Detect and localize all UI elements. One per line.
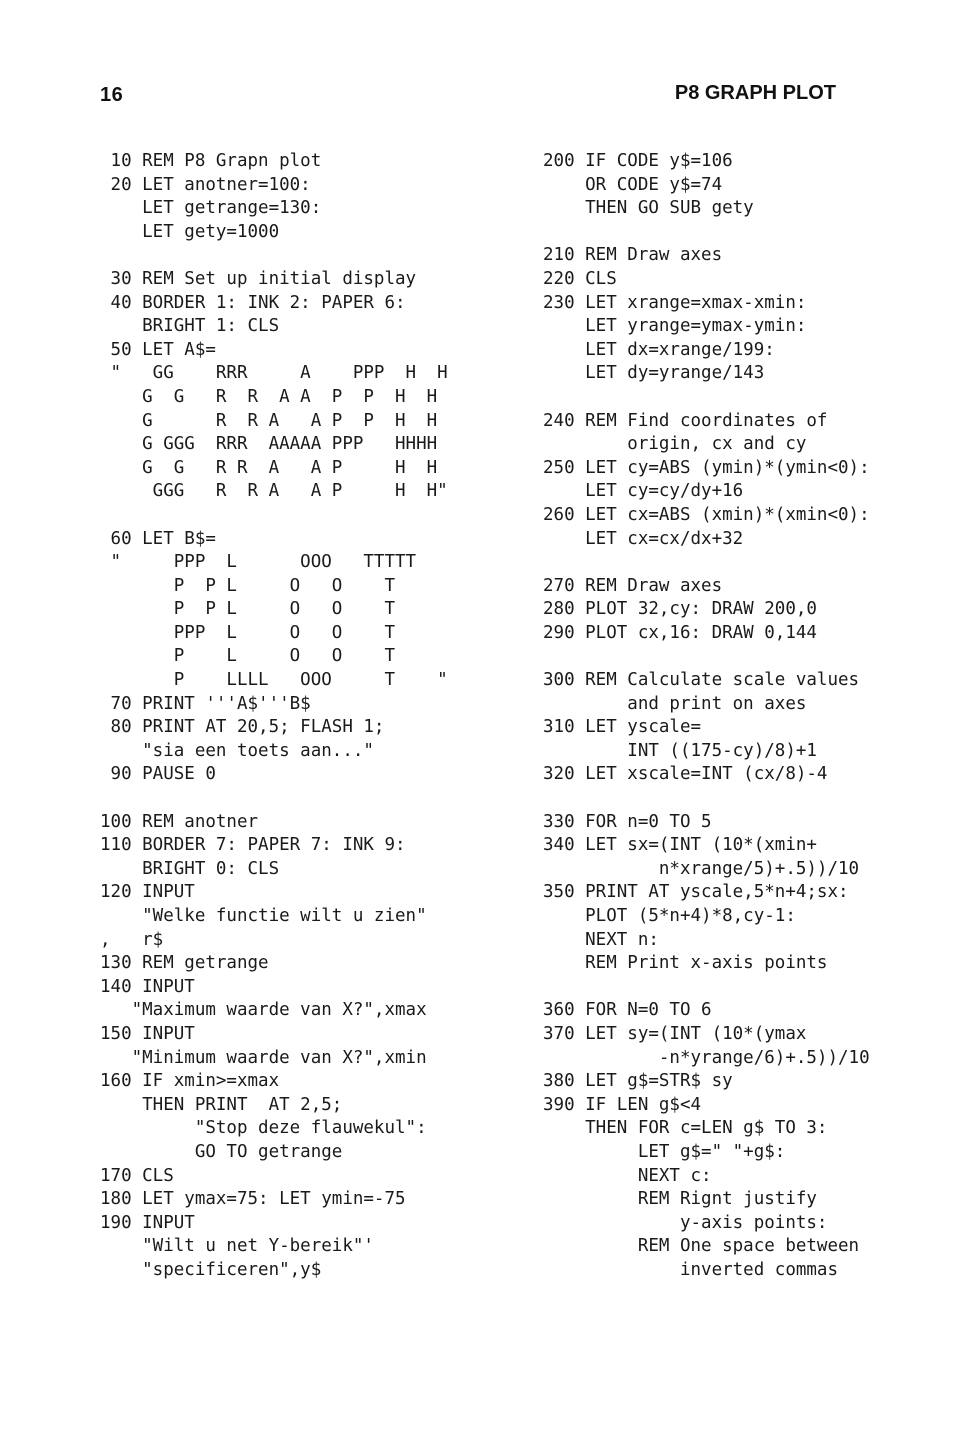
- code-listing-right-column: 200 IF CODE y$=106 OR CODE y$=74 THEN GO SUB gety 210 REM Draw axes 220 CLS 230 LET xrange=xmax-xmin: LET yrange=ymax-ymin: LET dx=xrange/199: LET dy=yrange/143 240 REM Find coordinates of origin, cx and cy 250 LET cy=ABS (ymin)*(ymin<0): LET cy=cy/dy+16 260 LET cx=ABS (xmin)*(xmin<0): LET cx=cx/dx+32 270 REM Draw axes 280 PLOT 32,cy: DRAW 200,0 290 PLOT cx,16: DRAW 0,144 300 REM Calculate scale values and print on axes 310 LET yscale= INT ((175-cy)/8)+1 320 LET xscale=INT (cx/8)-4 330 FOR n=0 TO 5 340 LET sx=(INT (10*(xmin+ n*xrange/5)+.5))/10 350 PRINT AT yscale,5*n+4;sx: PLOT (5*n+4)*8,cy-1: NEXT n: REM Print x-axis points 360 FOR N=0 TO 6 370 LET sy=(INT (10*(ymax -n*yrange/6)+.5))/10 380 LET g$=STR$ sy 390 IF LEN g$<4 THEN FOR c=LEN g$ TO 3: LET g$=" "+g$: NEXT c: REM Rignt justify y-axis points: REM One space between inverted commas: [543, 151, 870, 1280]
- page-title: P8 GRAPH PLOT: [674, 82, 836, 104]
- page-number: 16: [100, 84, 124, 106]
- code-listing-left-column: 10 REM P8 Grapn plot 20 LET anotner=100: LET getrange=130: LET gety=1000 30 REM Set up initial display 40 BORDER 1: INK 2: PAPER 6: BRIGHT 1: CLS 50 LET A$= " GG RRR A PPP H H G G R R A A P P H H G R R A A P P H H G GGG RRR AAAAA PPP HHHH G G R R A A P H H GGG R R A A P H H" 60 LET B$= " PPP L OOO TTTTT P P L O O T P P L O O T PPP L O O T P L O O T P LLLL OOO T " 70 PRINT '''A$'''B$ 80 PRINT AT 20,5; FLASH 1; "sia een toets aan..." 90 PAUSE 0 100 REM anotner 110 BORDER 7: PAPER 7: INK 9: BRIGHT 0: CLS 120 INPUT "Welke functie wilt u zien" , r$ 130 REM getrange 140 INPUT "Maximum waarde van X?",xmax 150 INPUT "Minimum waarde van X?",xmin 160 IF xmin>=xmax THEN PRINT AT 2,5; "Stop deze flauwekul": GO TO getrange 170 CLS 180 LET ymax=75: LET ymin=-75 190 INPUT "Wilt u net Y-bereik"' "specificeren",y$: [100, 151, 448, 1280]
